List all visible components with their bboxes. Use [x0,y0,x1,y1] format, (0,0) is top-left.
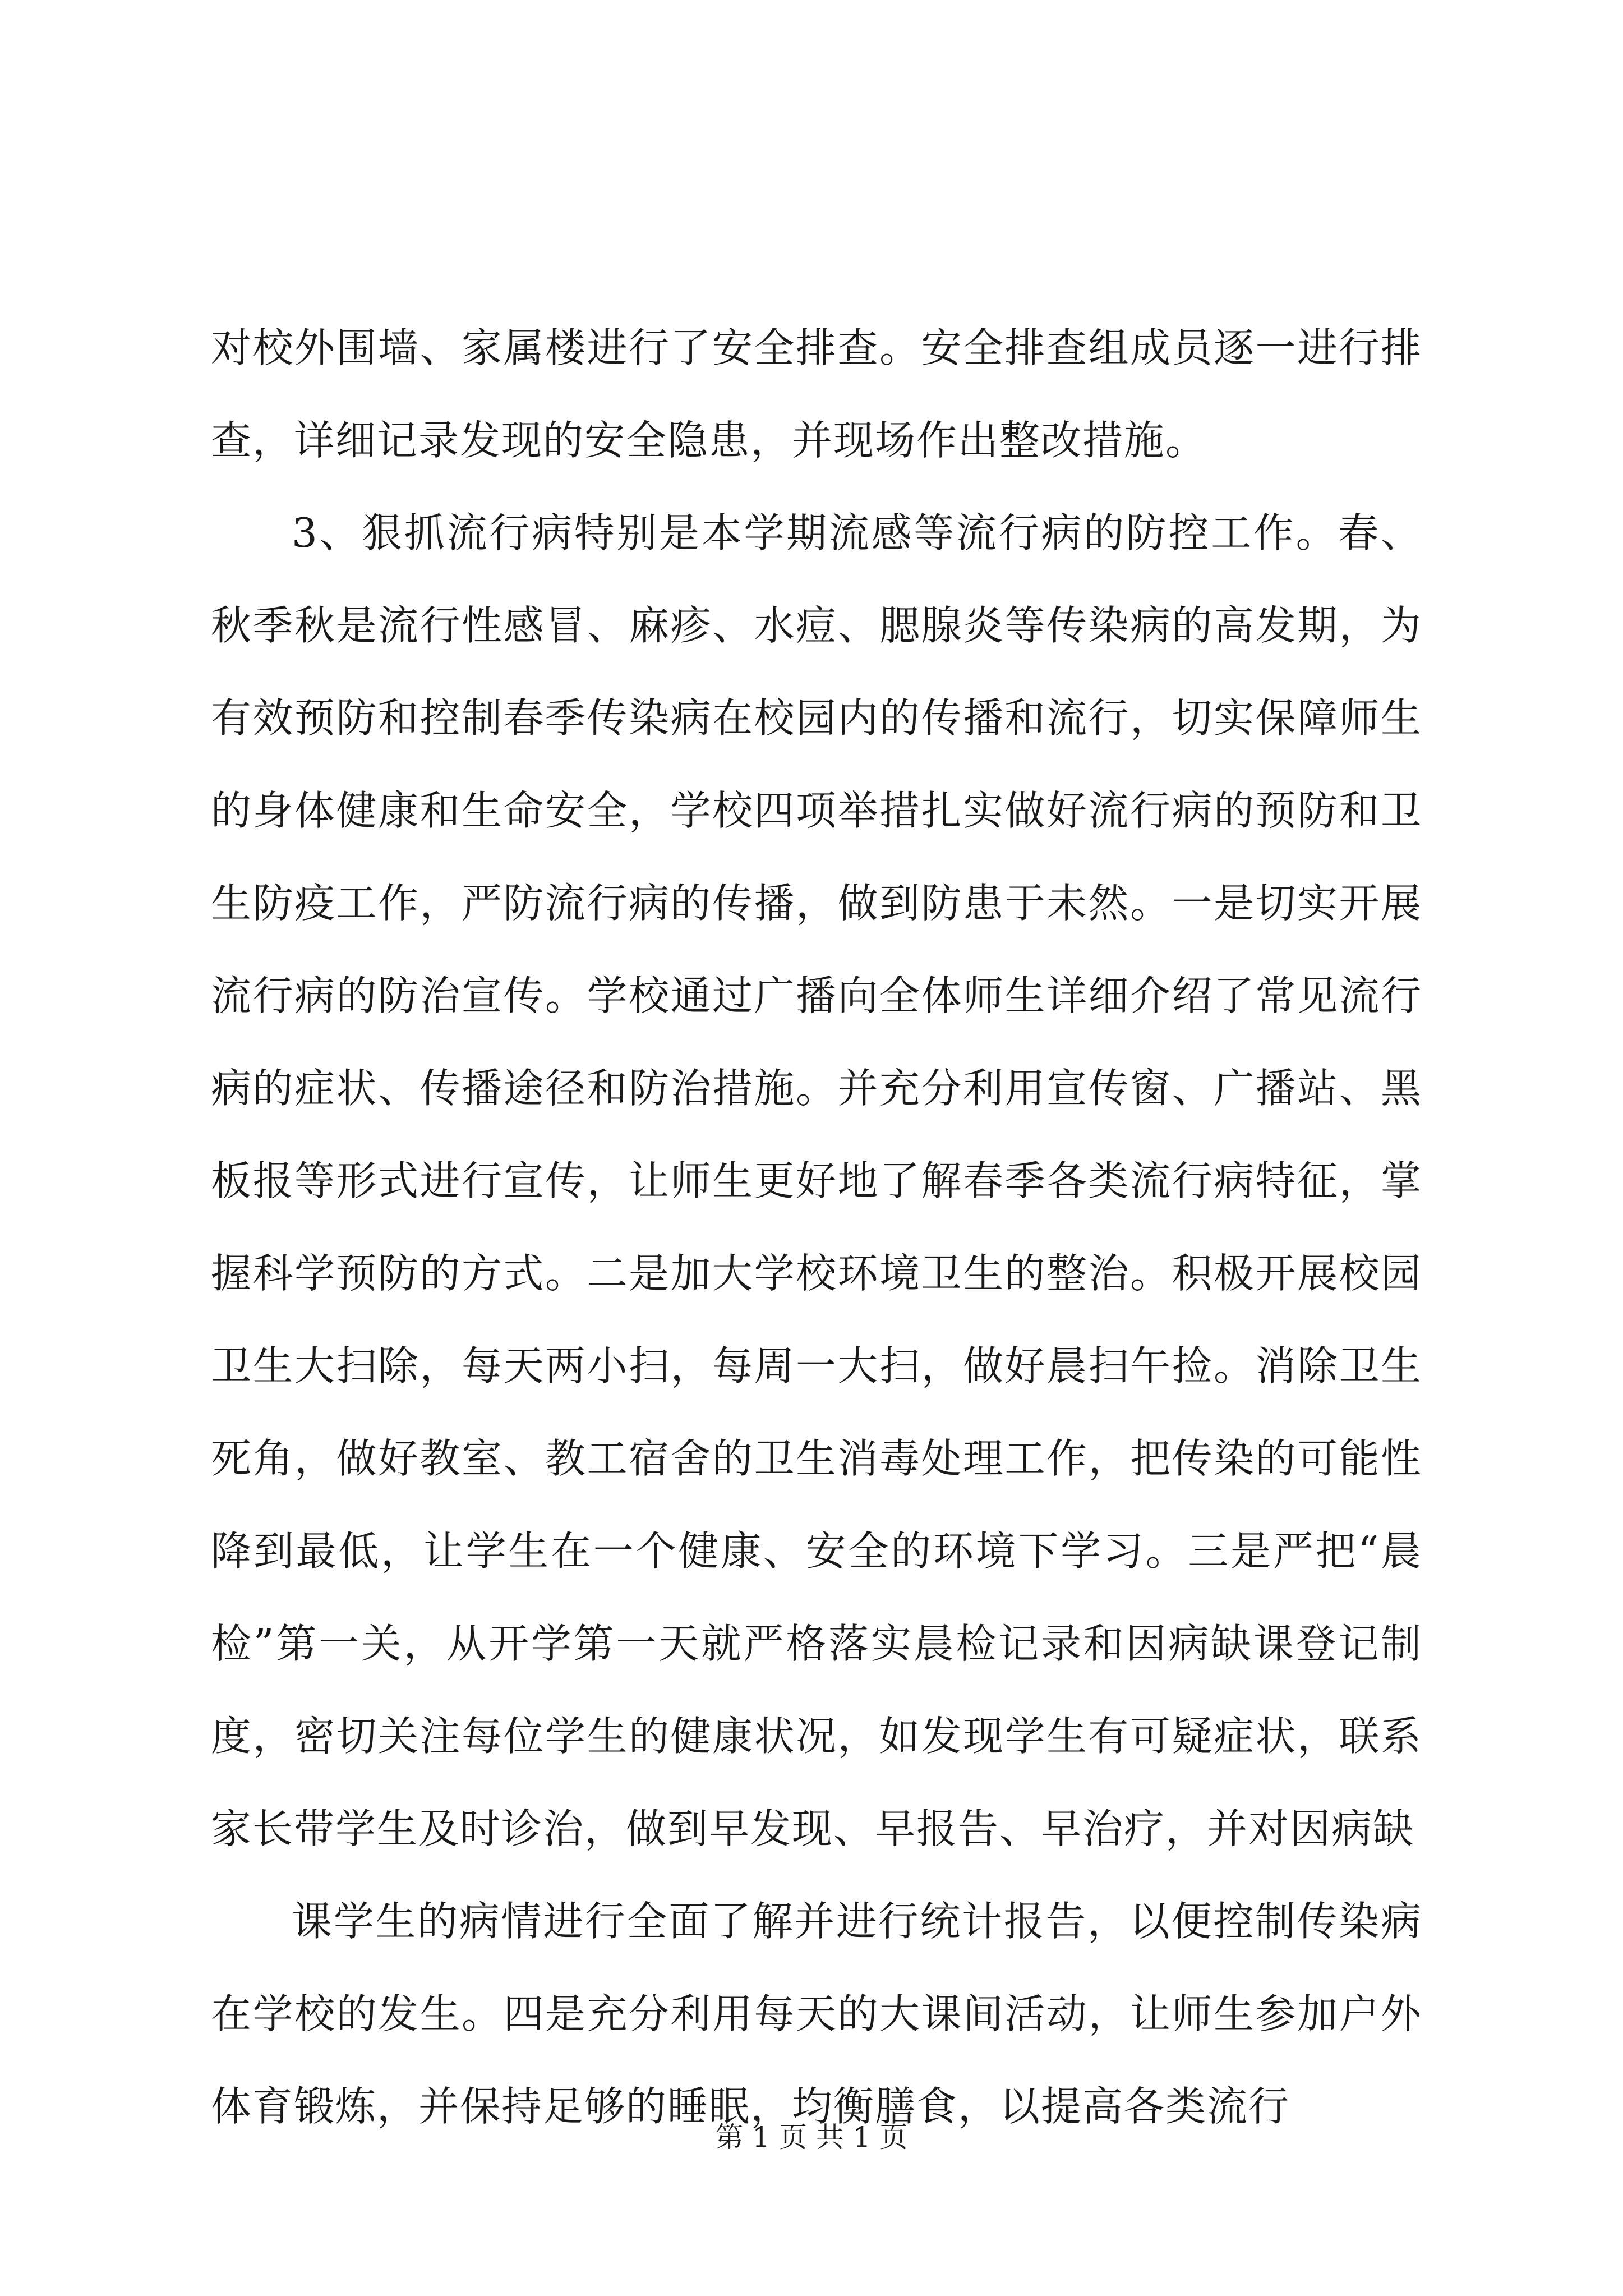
paragraph-statistics-report: 课学生的病情进行全面了解并进行统计报告，以便控制传染病在学校的发生。四是充分利用每天的大课间活动，让师生参加户外体育锻炼，并保持足够的睡眠，均衡膳食，以提高各类流行 [211,1898,1422,2130]
page-number-footer: 第 1 页 共 1 页 [715,2121,908,2154]
paragraph-epidemic-prevention: 3、狠抓流行病特别是本学期流感等流行病的防控工作。春、秋季秋是流行性感冒、麻疹、水痘、腮腺炎等传染病的高发期，为有效预防和控制春季传染病在校园内的传播和流行，切实保障师生的身体健康和生命安全，学校四项举措扎实做好流行病的预防和卫生防疫工作，严防流行病的传播，做到防患于未然。一是切实开展流行病的防治宣传。学校通过广播向全体师生详细介绍了常见流行病的症状、传播途径和防治措施。并充分利用宣传窗、广播站、黑板报等形式进行宣传，让师生更好地了解春季各类流行病特征，掌握科学预防的方式。二是加大学校环境卫生的整治。积极开展校园卫生大扫除，每天两小扫，每周一大扫，做好晨扫午捡。消除卫生死角，做好教室、教工宿舍的卫生消毒处理工作，把传染的可能性降到最低，让学生在一个健康、安全的环境下学习。三是严把“晨检”第一关，从开学第一天就严格落实晨检记录和因病缺课登记制度，密切关注每位学生的健康状况，如发现学生有可疑症状，联系家长带学生及时诊治，做到早发现、早报告、早治疗，并对因病缺 [211,509,1422,1852]
paragraph-continuation: 对校外围墙、家属楼进行了安全排查。安全排查组成员逐一进行排查，详细记录发现的安全隐患，并现场作出整改措施。 [211,324,1422,464]
document-body [211,302,1422,2153]
